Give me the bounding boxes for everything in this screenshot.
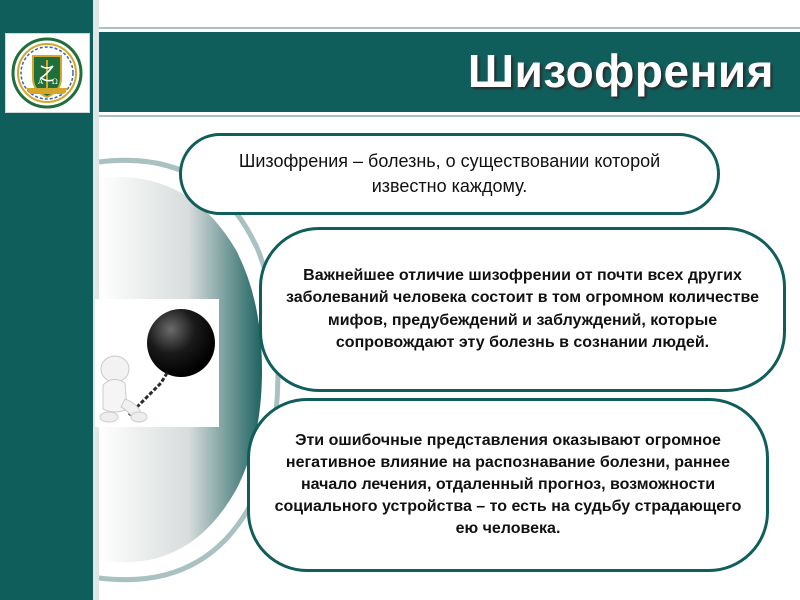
bubble-text: Шизофрения – болезнь, о существовании которой известно каждому. [238, 151, 661, 196]
white-figure-ball-and-chain-icon [95, 299, 219, 427]
illustration [95, 299, 219, 427]
text-bubble-impact [247, 398, 769, 572]
bubble-text: Важнейшее отличие шизофрении от почти всех других заболеваний человека состоит в том огромном количестве мифов, предубеждений и заблуждений, которые сопровождают эту болезнь в сознании людей. [286, 267, 759, 351]
svg-text:Ω: Ω [52, 78, 58, 86]
logo-letters: Α [38, 78, 44, 86]
text-bubble-difference [259, 227, 786, 392]
text-bubble-definition [179, 133, 720, 215]
bubble-text: Эти ошибочные представления оказывают огромное негативное влияние на распознавание болезни, раннее начало лечения, отдаленный прогноз, возможности социального устройства – то есть на судьбу страдающего ею человека. [274, 431, 742, 538]
slide-title: Шизофрения [467, 45, 774, 97]
